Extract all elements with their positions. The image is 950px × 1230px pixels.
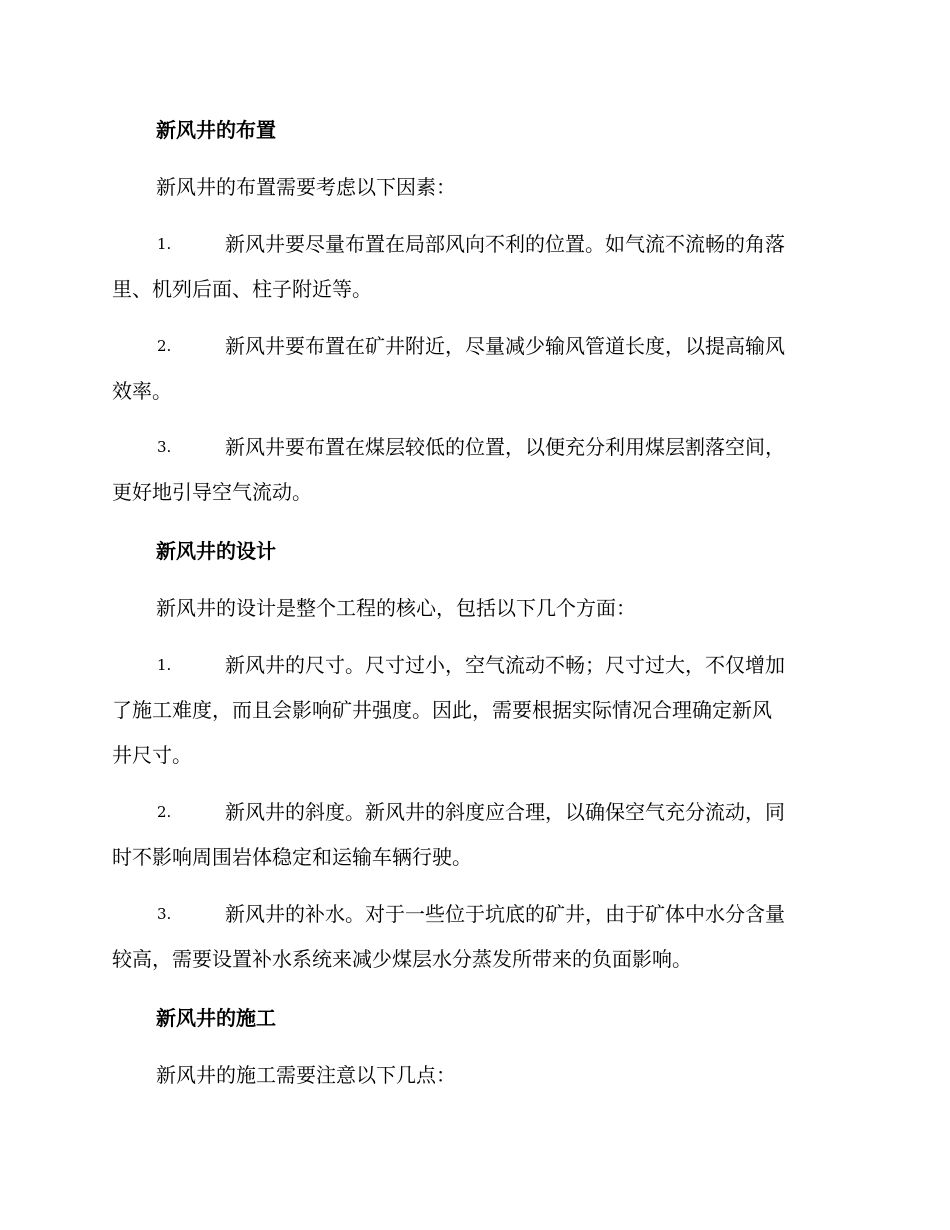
list-item: [112, 643, 838, 778]
list-item-text: 新风井要布置在矿井附近，尽量减少输风管道长度，以提高输风: [225, 334, 785, 358]
list-item-text: 较高，需要设置补水系统来减少煤层水分蒸发所带来的负面影响。: [112, 947, 692, 971]
list-item-text: 新风井的斜度。新风井的斜度应合理，以确保空气充分流动，同: [225, 800, 785, 824]
list-item-text: 新风井要布置在煤层较低的位置，以便充分利用煤层割落空间，: [225, 435, 785, 459]
section-heading-design: 新风井的设计: [156, 539, 276, 563]
list-item-text: 效率。: [112, 379, 172, 403]
section-intro-construction: 新风井的施工需要注意以下几点：: [156, 1063, 456, 1087]
list-item-number: 3.: [157, 438, 172, 456]
list-item-text: 了施工难度，而且会影响矿井强度。因此，需要根据实际情况合理确定新风: [112, 698, 772, 722]
list-item-number: 2.: [157, 803, 172, 821]
list-item-text: 新风井要尽量布置在局部风向不利的位置。如气流不流畅的角落: [225, 232, 785, 256]
list-item-number: 1.: [157, 656, 172, 674]
list-item: [112, 324, 838, 414]
list-item: [112, 892, 838, 982]
list-item-number: 1.: [157, 235, 172, 253]
list-item: [112, 425, 838, 515]
section-heading-layout: 新风井的布置: [156, 118, 276, 142]
list-item-text: 时不影响周围岩体稳定和运输车辆行驶。: [112, 845, 472, 869]
section-intro-layout: 新风井的布置需要考虑以下因素：: [156, 175, 456, 199]
list-item-text: 新风井的补水。对于一些位于坑底的矿井，由于矿体中水分含量: [225, 902, 785, 926]
list-item: [112, 790, 838, 880]
list-item-text: 更好地引导空气流动。: [112, 480, 312, 504]
list-item-number: 2.: [157, 337, 172, 355]
section-heading-construction: 新风井的施工: [156, 1006, 276, 1030]
list-item-number: 3.: [157, 905, 172, 923]
list-item: [112, 222, 838, 312]
list-item-text: 井尺寸。: [112, 743, 192, 767]
section-intro-design: 新风井的设计是整个工程的核心，包括以下几个方面：: [156, 596, 636, 620]
list-item-text: 里、机列后面、柱子附近等。: [112, 277, 372, 301]
list-item-text: 新风井的尺寸。尺寸过小，空气流动不畅；尺寸过大，不仅增加: [225, 653, 785, 677]
